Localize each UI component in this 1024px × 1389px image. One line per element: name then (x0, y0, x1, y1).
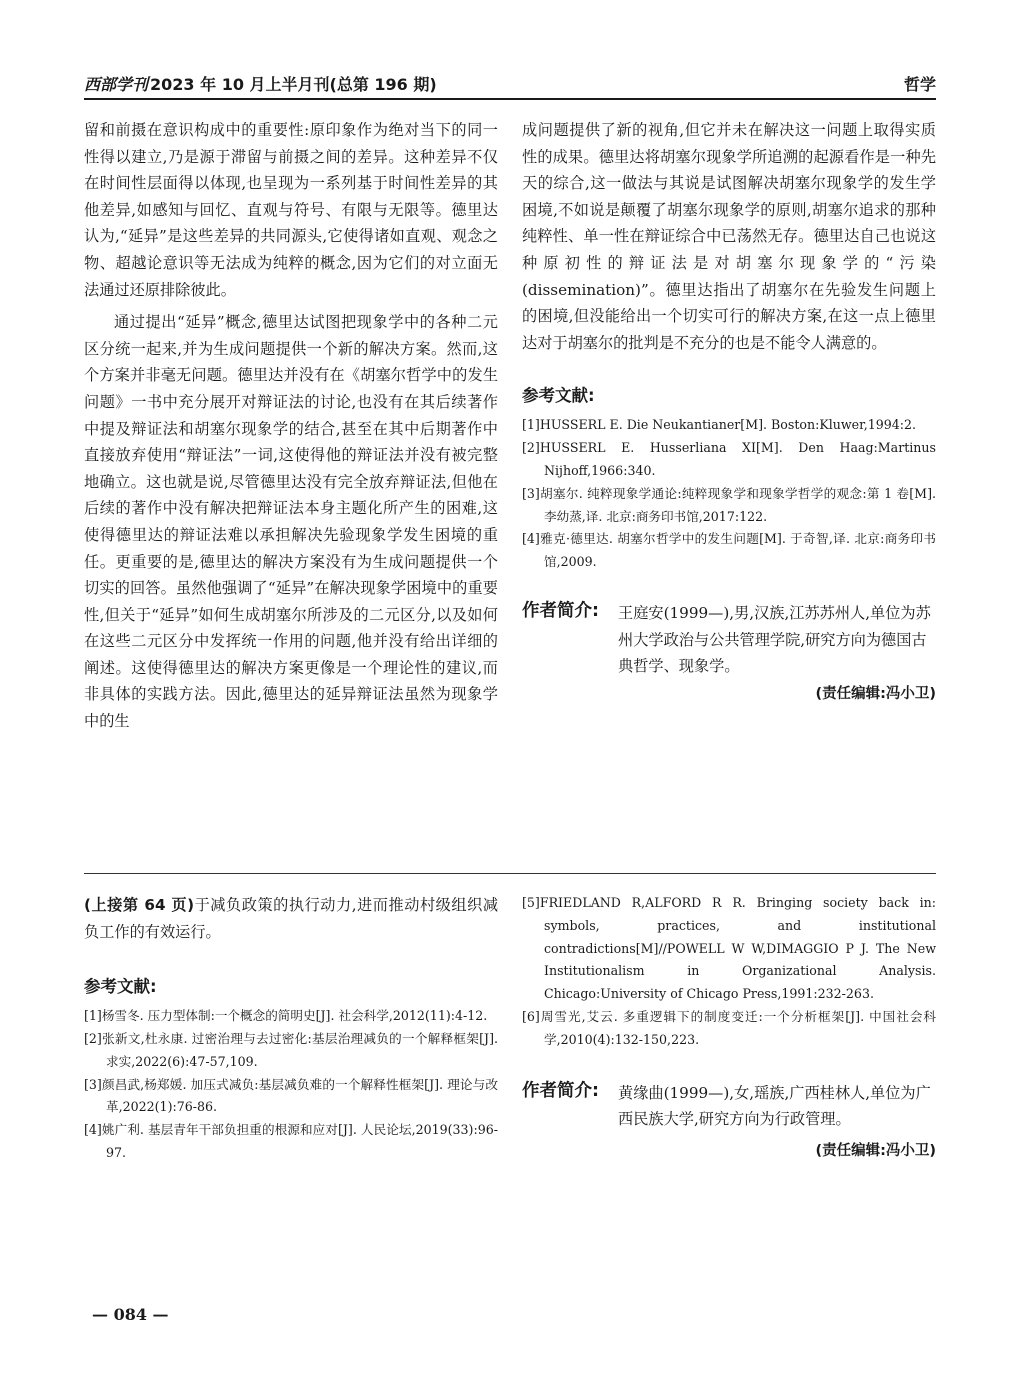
upper-right-column (522, 117, 936, 703)
continuation-label: (上接第 64 页) (84, 896, 195, 914)
author-text: 黄缘曲(1999—),女,瑶族,广西桂林人,单位为广西民族大学,研究方向为行政管理。 (618, 1083, 931, 1129)
reference-item: [4]雅克·德里达. 胡塞尔哲学中的发生问题[M]. 于奇智,译. 北京:商务印书馆,2009. (522, 531, 936, 570)
page-number: — 084 — (92, 1305, 169, 1324)
references-list (522, 414, 936, 574)
lower-right-column (522, 892, 936, 1160)
section-name: 哲学 (903, 75, 936, 94)
header-rule (84, 98, 936, 100)
author-bio (522, 600, 936, 680)
paragraph: 成问题提供了新的视角,但它并未在解决这一问题上取得实质性的成果。德里达将胡塞尔现象学所追溯的起源看作是一种先天的综合,这一做法与其说是试图解决胡塞尔现象学的发生学困境,不如说是颠覆了胡塞尔现象学的原则,胡塞尔追求的那种纯粹性、单一性在辩证综合中已荡然无存。德里达自己也说这种原初性的辩证法是对胡塞尔现象学的“污染(dissemination)”。德里达指出了胡塞尔在先验发生问题上的困境,但没能给出一个切实可行的解决方案,在这一点上德里达对于胡塞尔的批判是不充分的也是不能令人满意的。 (522, 121, 936, 352)
author-label: 作者简介: (522, 1080, 599, 1101)
references-list (522, 892, 936, 1052)
reference-item: [2]HUSSERL E. Husserliana XI[M]. Den Haag:Martinus Nijhoff,1966:340. (522, 440, 936, 478)
journal-info (84, 72, 437, 95)
journal-logo: 西部学刊 (84, 75, 149, 94)
issue-info: 2023 年 10 月上半月刊(总第 196 期) (150, 75, 437, 94)
reference-item: [3]胡塞尔. 纯粹现象学通论:纯粹现象学和现象学哲学的观念:第 1 卷[M]. 李幼蒸,译. 北京:商务印书馆,2017:122. (522, 485, 936, 524)
references-list (84, 1005, 498, 1165)
reference-item: [6]周雪光,艾云. 多重逻辑下的制度变迁:一个分析框架[J]. 中国社会科学,2010(4):132-150,223. (522, 1008, 936, 1047)
author-bio (522, 1080, 936, 1133)
reference-item: [1]杨雪冬. 压力型体制:一个概念的简明史[J]. 社会科学,2012(11):4-12. (84, 1008, 488, 1024)
reference-item: [3]颜昌武,杨郑媛. 加压式减负:基层减负难的一个解释性框架[J]. 理论与改革,2022(1):76-86. (84, 1076, 498, 1115)
reference-item: [2]张新文,杜永康. 过密治理与去过密化:基层治理减负的一个解释框架[J]. 求实,2022(6):47-57,109. (84, 1030, 498, 1069)
continuation-text: 于减负政策的执行动力,进而推动村级组织减负工作的有效运行。 (84, 896, 499, 941)
editor-note: (责任编辑:冯小卫) (815, 685, 936, 702)
references-heading: 参考文献: (522, 386, 595, 406)
running-header (84, 72, 936, 98)
paragraph: 留和前摄在意识构成中的重要性:原印象作为绝对当下的同一性得以建立,乃是源于滞留与前摄之间的差异。这种差异不仅在时间性层面得以体现,也呈现为一系列基于时间性差异的其他差异,如感知与回忆、直观与符号、有限与无限等。德里达认为,“延异”是这些差异的共同源头,它使得诸如直观、观念之物、超越论意识等无法成为纯粹的概念,因为它们的对立面无法通过还原排除彼此。 (84, 121, 498, 299)
author-text: 王庭安(1999—),男,汉族,江苏苏州人,单位为苏州大学政治与公共管理学院,研究方向为德国古典哲学、现象学。 (618, 603, 931, 676)
lower-left-column (84, 892, 498, 1165)
references-heading: 参考文献: (84, 977, 157, 997)
continuation-paragraph (84, 892, 498, 945)
section-divider (84, 873, 936, 874)
upper-left-column (84, 117, 498, 735)
paragraph: 通过提出“延异”概念,德里达试图把现象学中的各种二元区分统一起来,并为生成问题提供一个新的解决方案。然而,这个方案并非毫无问题。德里达并没有在《胡塞尔哲学中的发生问题》一书中充分展开对辩证法的讨论,也没有在其后续著作中提及辩证法和胡塞尔现象学的结合,甚至在其中后期著作中直接放弃使用“辩证法”一词,这使得他的辩证法并没有被完整地确立。这也就是说,尽管德里达没有完全放弃辩证法,但他在后续的著作中没有解决把辩证法本身主题化所产生的困难,这使得德里达的辩证法难以承担解决先验现象学发生困境的重任。更重要的是,德里达的解决方案没有为生成问题提供一个切实的回答。虽然他强调了“延异”在解决现象学困境中的重要性,但关于“延异”如何生成胡塞尔所涉及的二元区分,以及如何在这些二元区分中发挥统一作用的问题,他并没有给出详细的阐述。这使得德里达的解决方案更像是一个理论性的建议,而非具体的实践方法。因此,德里达的延异辩证法虽然为现象学中的生 (84, 313, 498, 731)
editor-note: (责任编辑:冯小卫) (815, 1142, 936, 1159)
reference-item: [4]姚广利. 基层青年干部负担重的根源和应对[J]. 人民论坛,2019(33):96-97. (84, 1122, 498, 1160)
reference-item: [5]FRIEDLAND R,ALFORD R R. Bringing society back in: symbols, practices, and institutional contradictions[M]//POWELL W W,DIMAGGIO P J. The New Institutionalism in Organizational Analysis. Chicago:University of Chicago Press,1991:232-263. (522, 895, 936, 1002)
author-label: 作者简介: (522, 600, 599, 621)
reference-item: [1]HUSSERL E. Die Neukantianer[M]. Boston:Kluwer,1994:2. (522, 417, 917, 433)
